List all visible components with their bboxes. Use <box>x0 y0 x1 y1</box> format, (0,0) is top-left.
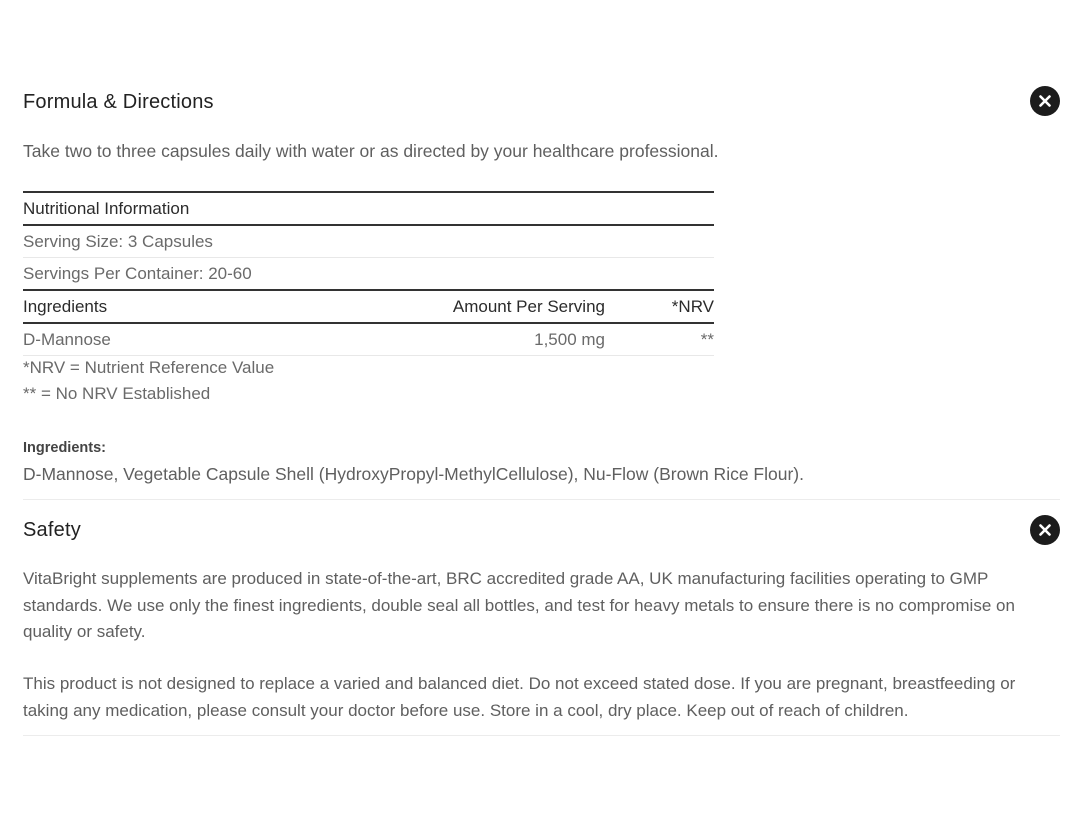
safety-section <box>23 516 1060 720</box>
serving-size: Serving Size: 3 Capsules <box>23 225 714 258</box>
nrv-note: *NRV = Nutrient Reference Value <box>23 358 275 377</box>
nutrition-table-heading-row <box>23 192 714 225</box>
no-nrv-note: ** = No NRV Established <box>23 384 211 403</box>
close-icon <box>1039 95 1051 107</box>
section-divider <box>23 499 1060 500</box>
column-header-ingredients: Ingredients <box>23 290 435 323</box>
section-divider <box>23 735 1060 736</box>
ingredient-amount: 1,500 mg <box>435 323 605 356</box>
ingredient-name: D-Mannose <box>23 323 435 356</box>
ingredients-text: D-Mannose, Vegetable Capsule Shell (HydroxyPropyl-MethylCellulose), Nu-Flow (Brown Rice Flour). <box>23 464 804 484</box>
safety-header <box>23 516 1060 556</box>
formula-directions-header <box>23 88 1060 128</box>
formula-directions-section <box>23 88 1060 484</box>
column-header-amount: Amount Per Serving <box>435 290 605 323</box>
safety-close-button[interactable] <box>1030 515 1060 545</box>
safety-paragraph-warning: This product is not designed to replace a varied and balanced diet. Do not exceed stated dose. If you are pregnant, breastfeeding or taking any medication, please consult your doctor before use. Store in a cool, dry place. Keep out of reach of children. <box>23 674 1016 720</box>
servings-per-container: Servings Per Container: 20-60 <box>23 263 252 283</box>
directions-text: Take two to three capsules daily with water or as directed by your healthcare professional. <box>23 141 719 161</box>
table-row <box>23 258 714 291</box>
ingredients-label: Ingredients: <box>23 440 106 456</box>
safety-paragraph-quality: VitaBright supplements are produced in state-of-the-art, BRC accredited grade AA, UK manufacturing facilities operating to GMP standards. We use only the finest ingredients, double seal all bottles, and test for heavy metals to ensure there is no compromise on quality or safety. <box>23 569 1015 641</box>
column-header-nrv: *NRV <box>605 290 714 323</box>
safety-title: Safety <box>23 519 81 541</box>
formula-directions-title: Formula & Directions <box>23 91 214 113</box>
nutrition-table <box>23 191 714 356</box>
nutrition-column-header-row <box>23 290 714 323</box>
table-row <box>23 323 714 356</box>
formula-close-button[interactable] <box>1030 86 1060 116</box>
ingredient-nrv: ** <box>605 323 714 356</box>
close-icon <box>1039 524 1051 536</box>
table-row <box>23 225 714 258</box>
nutrition-table-heading: Nutritional Information <box>23 192 714 225</box>
